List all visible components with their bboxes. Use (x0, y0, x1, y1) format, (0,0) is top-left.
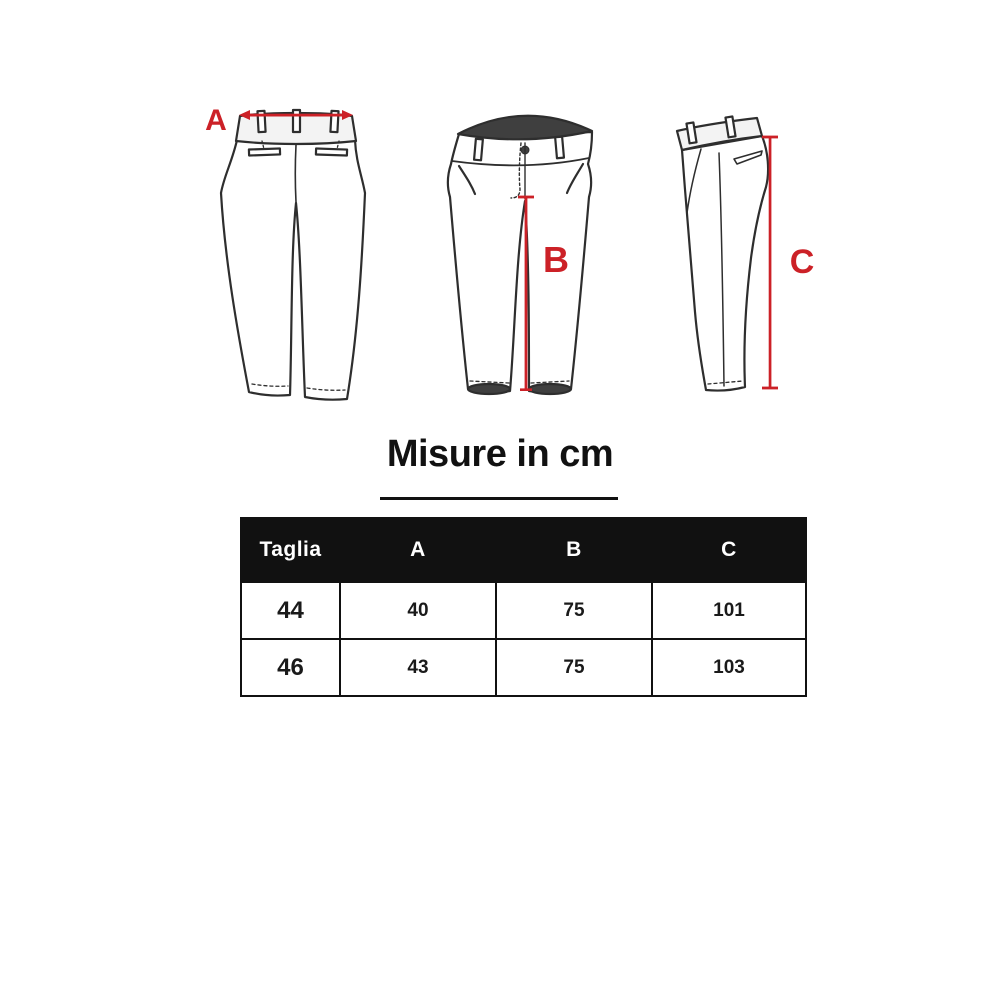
measure-cell: 103 (652, 639, 806, 696)
page-title: Misure in cm (386, 433, 614, 475)
size-table-header-c: C (652, 518, 806, 582)
measure-cell: 40 (340, 582, 496, 639)
belt-loop (293, 110, 300, 132)
size-table-row (241, 639, 806, 696)
size-table-header-a: A (340, 518, 496, 582)
measure-cell: 75 (496, 582, 652, 639)
pants-outline (448, 132, 592, 392)
back-pocket (316, 148, 347, 155)
measure-cell: 43 (340, 639, 496, 696)
size-cell: 46 (241, 639, 340, 696)
measure-cell: 101 (652, 582, 806, 639)
size-table-row (241, 582, 806, 639)
measure-label-b: B (543, 239, 569, 280)
size-table-header-b: B (496, 518, 652, 582)
measure-label-a: A (205, 104, 227, 137)
belt-loop (474, 139, 483, 161)
size-table-header-taglia: Taglia (241, 518, 340, 582)
back-pocket (249, 148, 280, 155)
size-table-header-row (241, 518, 806, 582)
pants-side-view-diagram (655, 95, 855, 415)
size-table (240, 517, 807, 697)
hem-opening (468, 384, 510, 394)
center-seam (295, 145, 296, 202)
size-cell: 44 (241, 582, 340, 639)
pants-back-view-diagram (195, 95, 380, 415)
waistband-inner-dark (458, 116, 592, 140)
pants-outline (221, 140, 365, 400)
title-underline (380, 497, 618, 500)
hem-opening (529, 384, 571, 394)
measure-cell: 75 (496, 639, 652, 696)
pants-front-view-diagram (430, 95, 630, 415)
measure-label-c: C (789, 243, 815, 281)
belt-loop (555, 137, 564, 159)
